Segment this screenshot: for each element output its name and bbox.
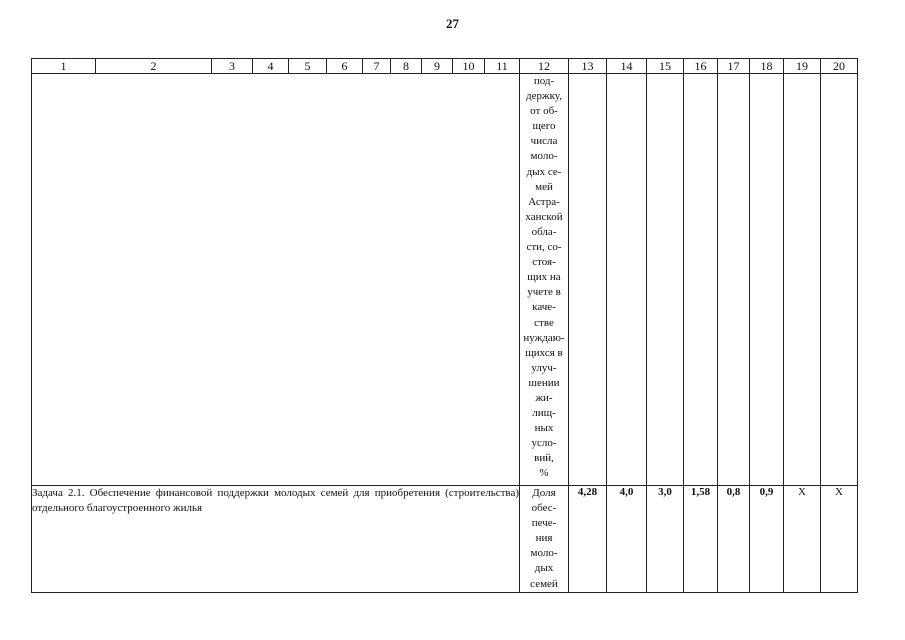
column-header: 3 [212, 59, 253, 74]
indicator-line: щего [532, 120, 556, 133]
indicator-line: каче- [532, 301, 556, 314]
indicator-name [520, 486, 569, 593]
indicator-line: пече- [531, 517, 557, 530]
indicator-line: усло- [531, 437, 557, 450]
column-header: 17 [718, 59, 750, 74]
indicator-line: нуждаю- [523, 331, 565, 344]
indicator-line: обла- [531, 225, 557, 238]
value-cell: 1,58 [684, 486, 718, 593]
column-header: 7 [363, 59, 391, 74]
indicator-line: числа [530, 135, 558, 148]
indicator-line: % [539, 467, 549, 480]
indicator-line: стоя- [532, 256, 556, 269]
column-header: 14 [607, 59, 647, 74]
column-header: 18 [750, 59, 784, 74]
value-cell: 3,0 [647, 486, 684, 593]
continuation-empty-cell [32, 74, 520, 486]
empty-cell [718, 74, 750, 486]
indicator-line: лищ- [532, 407, 556, 420]
indicator-line: щих на [527, 271, 561, 284]
indicator-line: дых [534, 562, 554, 575]
indicator-line: стве [534, 316, 554, 329]
column-header: 13 [569, 59, 607, 74]
indicator-line: мей [535, 180, 553, 193]
indicator-line: семей [530, 577, 558, 590]
column-header: 1 [32, 59, 96, 74]
indicator-line: сти, со- [526, 241, 562, 254]
indicator-line: учете в [527, 286, 561, 299]
empty-cell [569, 74, 607, 486]
indicator-line: ния [535, 532, 553, 545]
value-cell: 4,28 [569, 486, 607, 593]
empty-cell [647, 74, 684, 486]
column-header: 10 [453, 59, 485, 74]
indicator-line: обес- [531, 502, 557, 515]
column-header: 9 [422, 59, 453, 74]
column-header: 11 [485, 59, 520, 74]
column-header: 20 [821, 59, 858, 74]
indicator-line: щихся в [525, 346, 563, 359]
empty-cell [607, 74, 647, 486]
indicator-line: моло- [530, 547, 558, 560]
column-header: 8 [391, 59, 422, 74]
page-number: 27 [446, 16, 459, 31]
indicator-line: Доля [532, 487, 556, 499]
column-header: 16 [684, 59, 718, 74]
empty-cell [821, 74, 858, 486]
empty-cell [784, 74, 821, 486]
value-cell: 0,8 [718, 486, 750, 593]
task-description: Задача 2.1. Обеспечение финансовой поддержки молодых семей для приобретения (строительства) отдельного благоустроенного жилья [32, 486, 520, 593]
indicator-line: ных [534, 422, 554, 435]
column-header: 12 [520, 59, 569, 74]
indicator-line: от об- [530, 105, 558, 118]
column-number-row [32, 59, 858, 74]
indicator-line: шении [528, 376, 560, 389]
indicator-line: моло- [530, 150, 558, 163]
indicator-line: дых се- [526, 165, 562, 178]
indicator-line: жи- [535, 391, 553, 404]
empty-cell [684, 74, 718, 486]
column-header: 5 [289, 59, 327, 74]
indicator-line: Астра- [528, 195, 560, 208]
column-header: 15 [647, 59, 684, 74]
value-cell: Х [784, 486, 821, 593]
column-header: 4 [253, 59, 289, 74]
column-header: 19 [784, 59, 821, 74]
indicators-table [31, 58, 858, 593]
value-cell: Х [821, 486, 858, 593]
column-header: 6 [327, 59, 363, 74]
value-cell: 4,0 [607, 486, 647, 593]
column-header: 2 [96, 59, 212, 74]
indicator-name-continued [520, 74, 569, 486]
indicator-line: вий, [534, 452, 554, 465]
indicator-line: ханской [525, 210, 563, 223]
indicator-line: улуч- [531, 361, 557, 374]
task-row [32, 486, 858, 593]
indicator-line: держку, [526, 90, 562, 103]
value-cell: 0,9 [750, 486, 784, 593]
continuation-row [32, 74, 858, 486]
empty-cell [750, 74, 784, 486]
indicator-line: под- [533, 75, 555, 87]
